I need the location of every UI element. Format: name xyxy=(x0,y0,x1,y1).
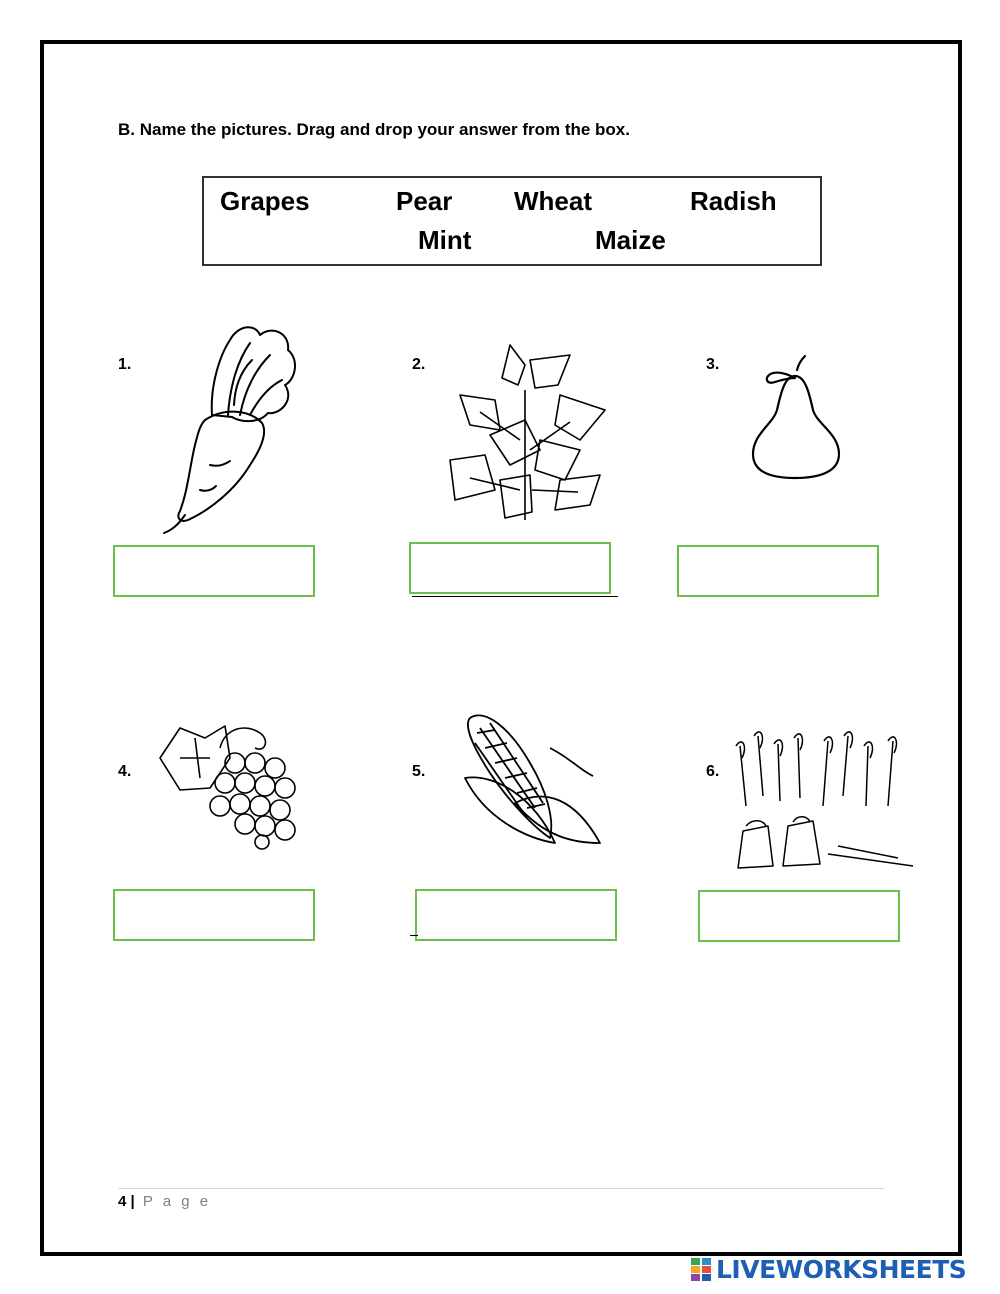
word-wheat[interactable]: Wheat xyxy=(514,186,592,216)
instruction-text: B. Name the pictures. Drag and drop your answer from the box. xyxy=(118,120,630,139)
radish-icon xyxy=(150,315,315,537)
word-maize[interactable]: Maize xyxy=(595,225,666,255)
answer-box-2[interactable] xyxy=(409,542,611,594)
page-number: 4 xyxy=(118,1193,127,1210)
maize-icon xyxy=(455,708,605,858)
footer-divider xyxy=(118,1188,884,1189)
answer-underline-5 xyxy=(410,935,418,936)
page-footer xyxy=(118,1193,211,1210)
page-separator: | xyxy=(130,1193,135,1210)
answer-box-3[interactable] xyxy=(677,545,879,597)
liveworksheets-icon xyxy=(690,1256,712,1282)
wheat-icon xyxy=(728,726,918,876)
page-word: P a g e xyxy=(142,1193,212,1210)
answer-box-4[interactable] xyxy=(113,889,315,941)
pear-icon xyxy=(745,352,845,482)
item-number-5: 5. xyxy=(412,763,426,780)
word-pear[interactable]: Pear xyxy=(396,186,453,216)
brand-name: LIVEWORKSHEETS xyxy=(716,1254,967,1284)
item-number-3: 3. xyxy=(706,356,720,373)
mint-icon xyxy=(440,340,615,522)
item-number-6: 6. xyxy=(706,763,720,780)
answer-box-1[interactable] xyxy=(113,545,315,597)
answer-box-6[interactable] xyxy=(698,890,900,942)
item-number-2: 2. xyxy=(412,356,426,373)
grapes-icon xyxy=(150,718,310,850)
answer-underline-2 xyxy=(412,596,618,597)
item-number-1: 1. xyxy=(118,356,132,373)
item-number-4: 4. xyxy=(118,763,132,780)
word-mint[interactable]: Mint xyxy=(418,225,472,255)
answer-box-5[interactable] xyxy=(415,889,617,941)
word-radish[interactable]: Radish xyxy=(690,186,777,216)
word-bank xyxy=(202,176,822,266)
word-grapes[interactable]: Grapes xyxy=(220,186,310,216)
brand-logo xyxy=(690,1254,966,1284)
